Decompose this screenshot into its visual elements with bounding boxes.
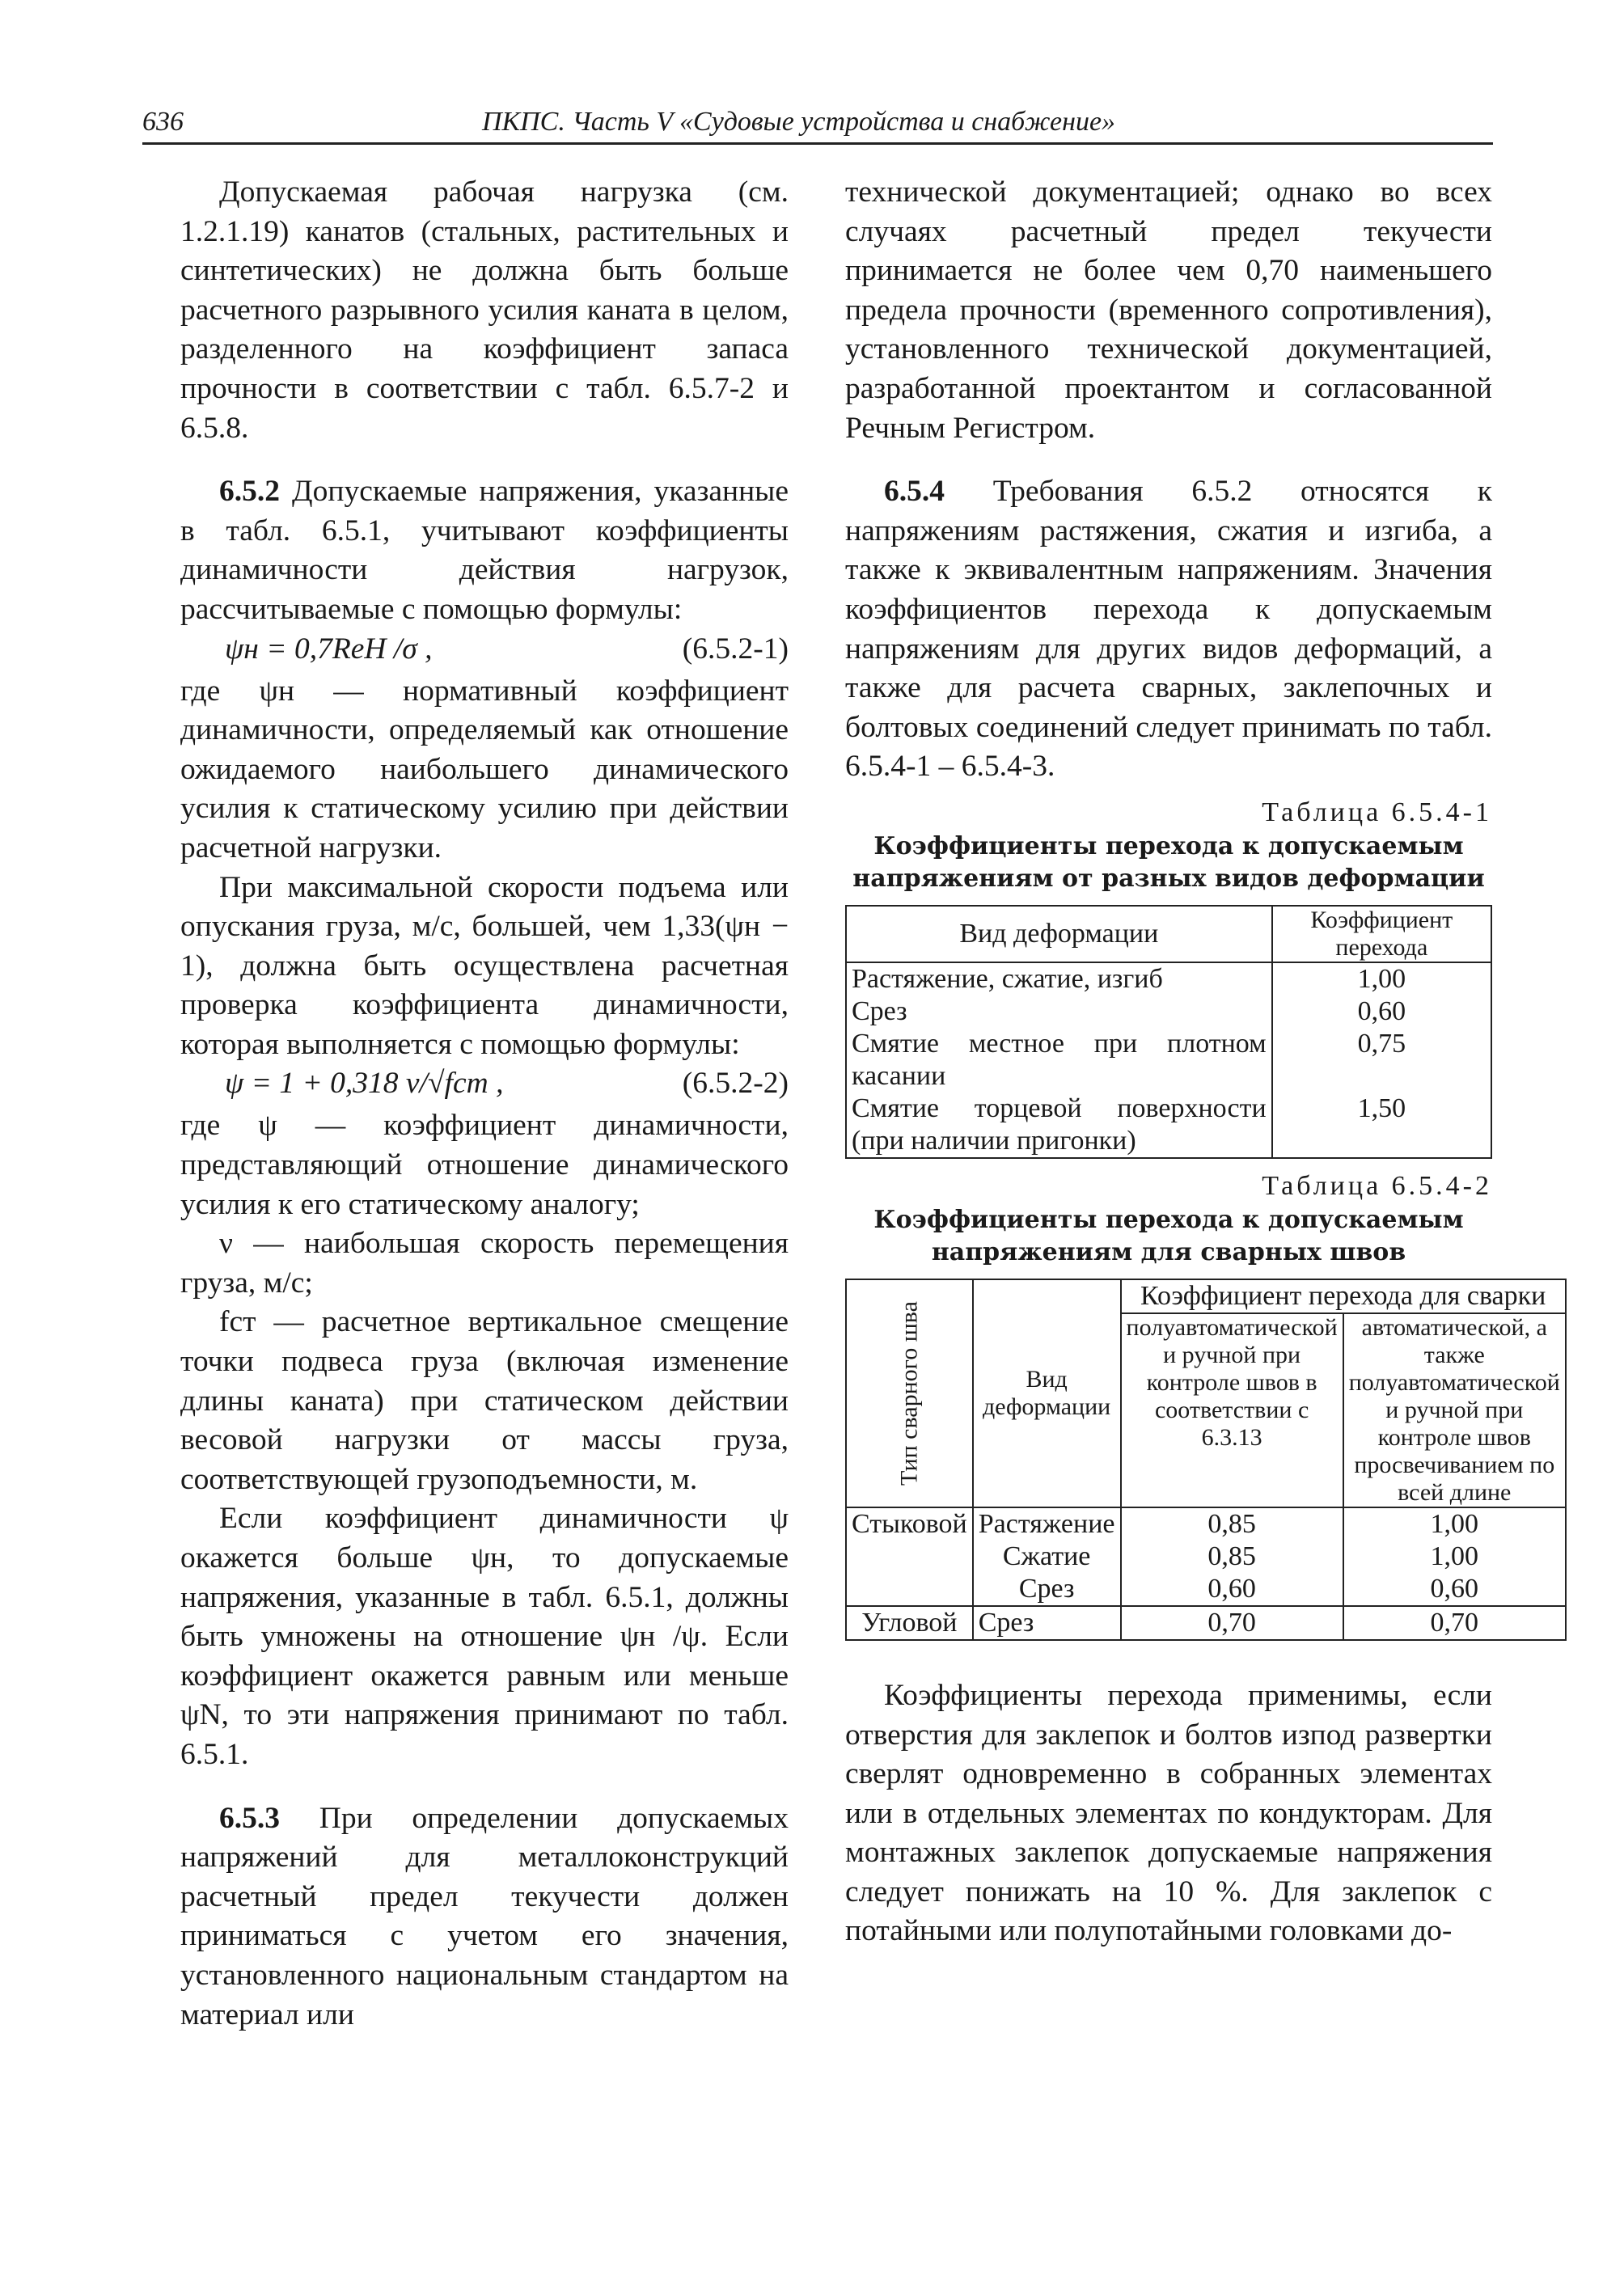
- row-auto-value: 0,60: [1343, 1573, 1566, 1606]
- header-coefficient: Коэффициент перехода: [1272, 906, 1491, 962]
- row-auto-value: 0,70: [1343, 1606, 1566, 1640]
- table-2-number: Таблица 6.5.4-2: [1262, 1170, 1492, 1201]
- header-deformation: Вид деформации: [973, 1279, 1121, 1507]
- row-name: Растяжение, сжатие, изгиб: [846, 962, 1272, 995]
- paragraph-where-psi: где ψ — коэффициент динамичности, представляющий отношение динамического усилия к его статическому аналогу;: [180, 1109, 789, 1221]
- section-6-5-2: [180, 472, 789, 629]
- row-value: 0,75: [1272, 1028, 1491, 1093]
- row-semi-value: 0,60: [1121, 1573, 1343, 1606]
- row-deformation: Растяжение: [973, 1507, 1121, 1541]
- running-title: ПКПС. Часть V «Судовые устройства и снабжение»: [482, 107, 1116, 137]
- row-semi-value: 0,85: [1121, 1541, 1343, 1573]
- row-name: Смятие торцевой поверхности (при наличии пригонки): [846, 1093, 1272, 1158]
- table-row: [846, 995, 1491, 1028]
- paragraph-if-coefficient: Если коэффициент динамичности ψ окажется больше ψн, то допускаемые напряжения, указанные в табл. 6.5.1, должны быть умножены на отношение ψн /ψ. Если коэффициент окажется равным или меньше ψN, то эти напряжения принимают по табл. 6.5.1.: [180, 1502, 789, 1771]
- row-auto-value: 1,00: [1343, 1507, 1566, 1541]
- formula-expression: ψн = 0,7ReH /σ ,: [225, 632, 433, 666]
- header-coefficient-group: Коэффициент перехода для сварки: [1121, 1279, 1566, 1313]
- section-number: 6.5.4: [884, 475, 945, 509]
- row-weld-type: Стыковой: [846, 1507, 973, 1606]
- row-deformation: Сжатие: [973, 1541, 1121, 1573]
- row-deformation: Срез: [973, 1573, 1121, 1606]
- formula-6-5-2-2: [180, 1064, 789, 1106]
- table-header-row: [846, 1279, 1566, 1313]
- section-6-5-4: [845, 472, 1492, 787]
- row-auto-value: 1,00: [1343, 1541, 1566, 1573]
- table-2-title: Коэффициенты перехода к допускаемым напряжениям для сварных швов: [873, 1205, 1464, 1266]
- header-deformation: Вид деформации: [846, 906, 1272, 962]
- row-weld-type: Угловой: [846, 1606, 973, 1640]
- formula-number: (6.5.2-1): [682, 632, 789, 666]
- table-row: [846, 962, 1491, 995]
- page-header: [142, 104, 1493, 145]
- row-value: 1,00: [1272, 962, 1491, 995]
- paragraph-max-speed: При максимальной скорости подъема или опускания груза, м/с, большей, чем 1,33(ψн − 1), должна быть осуществлена расчетная проверка коэффициента динамичности, которая выполняется с помощью формулы:: [180, 870, 789, 1061]
- paragraph-rivets: Коэффициенты перехода применимы, если отверстия для заклепок и болтов изпод развертки сверлят одновременно в собранных элементах или в отдельных элементах по кондукторам. Для монтажных заклепок допускаемые напряжения следует понижать на 10 %. Для заклепок с потайными или полупотайными головками до-: [845, 1678, 1492, 1948]
- section-number: 6.5.3: [219, 1801, 280, 1835]
- section-text: Допускаемые напряжения, указанные в табл. 6.5.1, учитывают коэффициенты динамичности действия нагрузок, рассчитываемые с помощью формулы:: [180, 475, 789, 626]
- table-1-number: Таблица 6.5.4-1: [1262, 797, 1492, 827]
- section-number: 6.5.2: [219, 475, 280, 509]
- table-weld-coefficients: [845, 1279, 1567, 1641]
- row-name: Смятие местное при плотном касании: [846, 1028, 1272, 1093]
- row-name: Срез: [846, 995, 1272, 1028]
- row-value: 1,50: [1272, 1093, 1491, 1158]
- right-column: [845, 173, 1560, 1951]
- table-deformation-coefficients: [845, 905, 1492, 1159]
- table-header-row: [846, 906, 1491, 962]
- row-value: 0,60: [1272, 995, 1491, 1028]
- formula-expression: ψ = 1 + 0,318 ν/√fст ,: [225, 1067, 504, 1101]
- row-semi-value: 0,70: [1121, 1606, 1343, 1640]
- section-text: Требования 6.5.2 относятся к напряжениям растяжения, сжатия и изгиба, а также к эквивалентным напряжениям. Значения коэффициентов перехода к допускаемым напряжениям для других видов деформаций, а также для расчета сварных, заклепочных и болтовых соединений следует принимать по табл. 6.5.4-1 – 6.5.4-3.: [845, 475, 1492, 784]
- paragraph-continuation: технической документацией; однако во всех случаях расчетный предел текучести принимается не более чем 0,70 наименьшего предела прочности (временного сопротивления), установленного технической документацией, разработанной проектантом и согласованной Речным Регистром.: [845, 175, 1492, 445]
- left-column: [180, 173, 789, 2035]
- table-row: [846, 1093, 1491, 1158]
- row-deformation: Срез: [973, 1606, 1121, 1640]
- row-semi-value: 0,85: [1121, 1507, 1343, 1541]
- paragraph-where-psi-n: где ψн — нормативный коэффициент динамичности, определяемый как отношение ожидаемого наибольшего динамического усилия к статическому усилию при действии расчетной нагрузки.: [180, 674, 789, 864]
- header-semiautomatic: полуавтоматической и ручной при контроле швов в соответствии с 6.3.13: [1121, 1313, 1343, 1507]
- paragraph-nu: ν — наибольшая скорость перемещения груза, м/с;: [180, 1227, 789, 1300]
- paragraph-working-load: Допускаемая рабочая нагрузка (см. 1.2.1.19) канатов (стальных, растительных и синтетических) не должна быть больше расчетного разрывного усилия каната в целом, разделенного на коэффициент запаса прочности в соответствии с табл. 6.5.7-2 и 6.5.8.: [180, 175, 789, 445]
- table-1-title: Коэффициенты перехода к допускаемым напряжениям от разных видов деформации: [852, 831, 1485, 893]
- header-automatic: автоматической, а также полуавтоматической и ручной при контроле швов просвечиванием по всей длине: [1343, 1313, 1566, 1507]
- table-row: [846, 1507, 1566, 1541]
- section-6-5-3: [180, 1799, 789, 2035]
- page-number: 636: [142, 107, 184, 137]
- section-text: При определении допускаемых напряжений для металлоконструкций расчетный предел текучести должен приниматься с учетом его значения, установленного национальным стандартом на материал или: [180, 1801, 789, 2031]
- formula-number: (6.5.2-2): [682, 1067, 789, 1101]
- table-row: [846, 1606, 1566, 1640]
- header-weld-type: Тип сварного шва: [846, 1279, 973, 1507]
- formula-6-5-2-1: [180, 630, 789, 672]
- paragraph-f-st: fст — расчетное вертикальное смещение точки подвеса груза (включая изменение длины каната) при статическом действии весовой нагрузки от массы груза, соответствующей грузоподъемности, м.: [180, 1305, 789, 1496]
- table-row: [846, 1028, 1491, 1093]
